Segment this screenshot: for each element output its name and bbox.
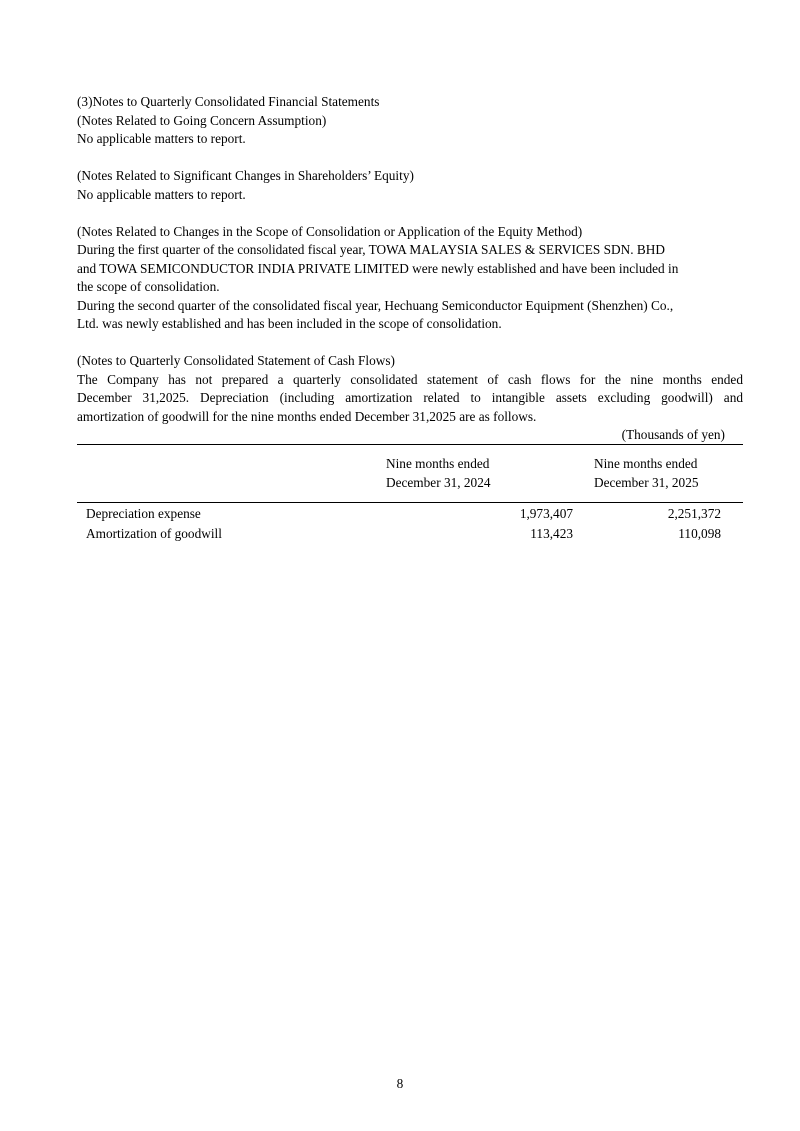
row-value-2025: 110,098 xyxy=(678,526,721,541)
cash-flows-heading: (Notes to Quarterly Consolidated Statement of Cash Flows) xyxy=(77,353,395,368)
cash-flows-line: The Company has not prepared a quarterly consolidated statement of cash flows for the nine months ended xyxy=(77,371,743,387)
scope-changes-line: the scope of consolidation. xyxy=(77,279,220,294)
unit-label: (Thousands of yen) xyxy=(621,427,725,442)
equity-changes-body: No applicable matters to report. xyxy=(77,186,246,202)
row-value-2024: 1,973,407 xyxy=(519,506,573,521)
header-col-2025 xyxy=(593,445,743,503)
document-page xyxy=(77,93,743,544)
depreciation-table xyxy=(77,444,743,544)
going-concern-heading: (Notes Related to Going Concern Assumption) xyxy=(77,112,327,128)
header-col-2024-line1: Nine months ended xyxy=(386,456,490,471)
table-row xyxy=(77,503,743,525)
section-title: (3)Notes to Quarterly Consolidated Financial Statements xyxy=(77,94,380,109)
header-col-2024 xyxy=(385,445,593,503)
scope-changes-line: During the second quarter of the consolidated fiscal year, Hechuang Semiconductor Equipment (Shenzhen) Co., xyxy=(77,297,674,313)
header-col-2025-line2: December 31, 2025 xyxy=(594,474,699,490)
page-number: 8 xyxy=(396,1076,404,1091)
header-col-2025-line1: Nine months ended xyxy=(594,456,698,471)
table-row xyxy=(77,524,743,544)
scope-changes-heading: (Notes Related to Changes in the Scope of Consolidation or Application of the Equity Method) xyxy=(77,223,583,239)
row-label: Amortization of goodwill xyxy=(86,526,222,541)
going-concern-body: No applicable matters to report. xyxy=(77,131,246,146)
scope-changes-line: Ltd. was newly established and has been included in the scope of consolidation. xyxy=(77,316,502,331)
scope-changes-line: During the first quarter of the consolidated fiscal year, TOWA MALAYSIA SALES & SERVICES SDN. BHD xyxy=(77,242,665,257)
cash-flows-line: amortization of goodwill for the nine months ended December 31,2025 are as follows. xyxy=(77,408,537,424)
equity-changes-heading: (Notes Related to Significant Changes in Shareholders’ Equity) xyxy=(77,168,414,183)
cash-flows-line: December 31,2025. Depreciation (including amortization related to intangible assets excluding goodwill) and xyxy=(77,390,743,405)
scope-changes-line: and TOWA SEMICONDUCTOR INDIA PRIVATE LIMITED were newly established and have been included in xyxy=(77,260,679,276)
header-label-cell xyxy=(77,445,385,503)
row-label: Depreciation expense xyxy=(86,506,201,521)
header-col-2024-line2: December 31, 2024 xyxy=(386,474,491,490)
row-value-2024: 113,423 xyxy=(530,526,573,541)
table-header-row xyxy=(77,445,743,503)
row-value-2025: 2,251,372 xyxy=(667,506,721,521)
